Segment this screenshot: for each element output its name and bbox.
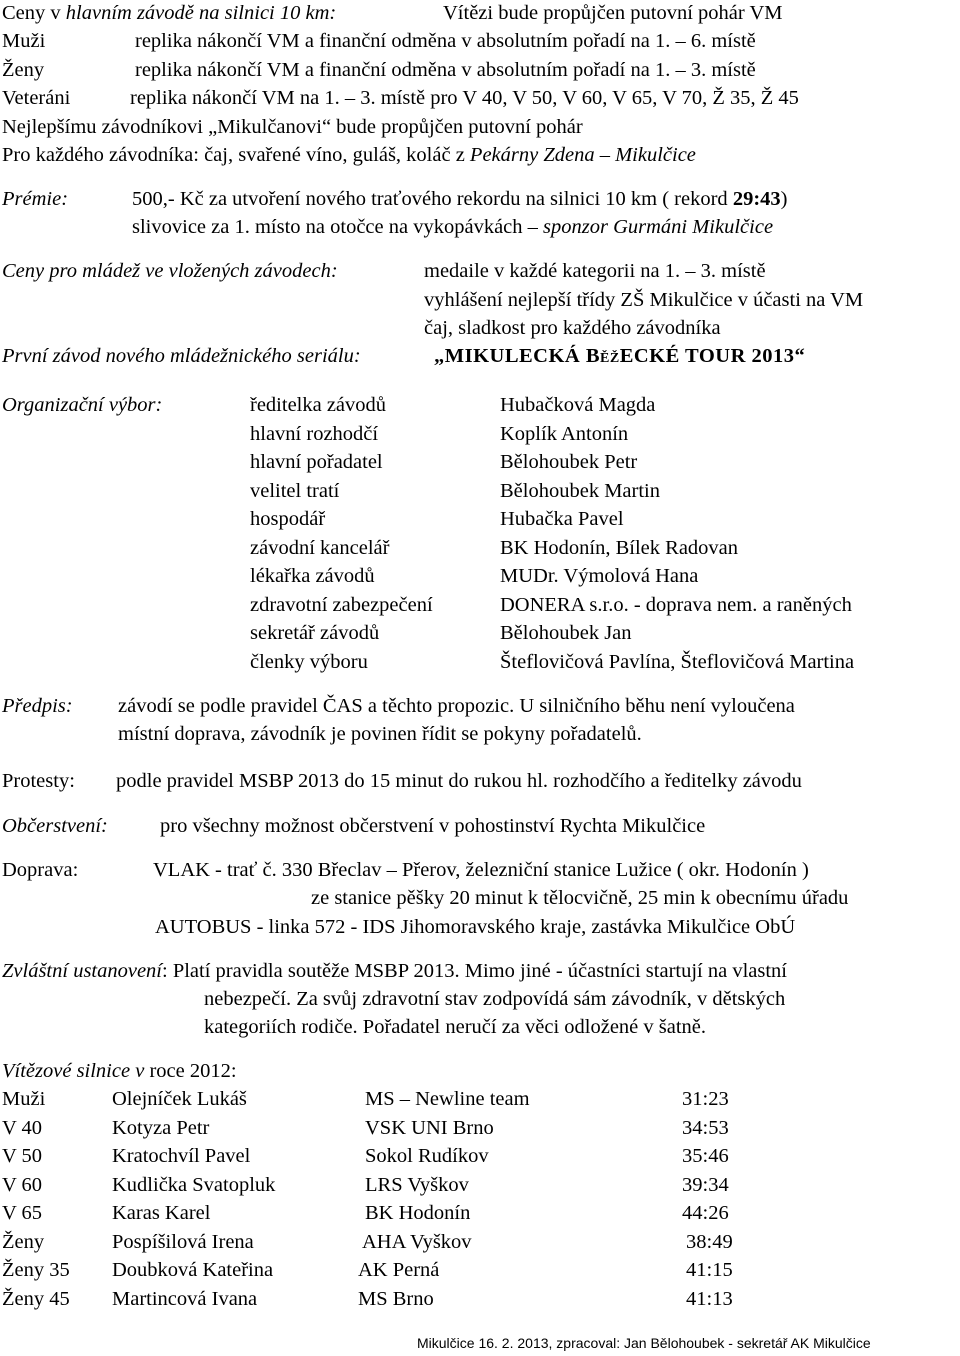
committee-name: Bělohoubek Petr <box>500 451 638 473</box>
winner-time: 34:53 <box>682 1116 729 1139</box>
text: 500,- Kč za utvoření nového traťového rekordu na silnici 10 km ( rekord <box>132 188 733 210</box>
text: místní doprava, závodník je povinen řídit se pokyny pořadatelů. <box>118 723 642 745</box>
winner-time: 35:46 <box>682 1145 729 1167</box>
record-time: 29:43 <box>732 188 781 210</box>
label: Předpis: <box>2 695 73 717</box>
committee-name: Bělohoubek Martin <box>500 479 660 502</box>
winner-category: V 40 <box>2 1116 43 1139</box>
label: Ženy <box>2 59 45 81</box>
winner-club: AHA Vyškov <box>362 1230 472 1253</box>
committee-name: Bělohoubek Jan <box>500 622 632 644</box>
text: replika nákončí VM na 1. – 3. místě pro V 40, V 50, V 60, V 65, V 70, Ž 35, Ž 45 <box>130 87 799 109</box>
text: VLAK - trať č. 330 Břeclav – Přerov, železniční stanice Lužice ( okr. Hodonín ) <box>153 859 809 881</box>
text: závodí se podle pravidel ČAS a těchto propozic. U silničního běhu není vyloučena <box>118 695 795 717</box>
winner-time: 44:26 <box>682 1202 729 1224</box>
winner-name: Kratochvíl Pavel <box>112 1145 251 1167</box>
label: Zvláštní ustanovení <box>2 960 163 982</box>
winner-club: MS Brno <box>358 1287 434 1310</box>
label: Organizační výbor: <box>2 394 163 416</box>
committee-name: Hubačková Magda <box>500 394 656 416</box>
committee-role: velitel tratí <box>250 479 340 502</box>
winner-category: V 65 <box>2 1202 43 1224</box>
committee-role: ředitelka závodů <box>250 394 387 416</box>
winner-category: Ženy 45 <box>2 1287 70 1310</box>
text: : Platí pravidla soutěže MSBP 2013. Mimo jiné - účastníci startují na vlastní <box>162 960 787 982</box>
text: hlavním závodě na silnici 10 km: <box>65 2 337 24</box>
winner-name: Doubková Kateřina <box>112 1259 274 1281</box>
winner-category: V 60 <box>2 1173 43 1196</box>
winner-name: Pospíšilová Irena <box>112 1230 254 1253</box>
series-name: „MIKULECKÁ BěžECKÉ TOUR 2013“ <box>434 345 806 367</box>
winner-club: BK Hodonín <box>365 1202 471 1224</box>
label: Prémie: <box>2 188 69 210</box>
committee-role: zdravotní zabezpečení <box>250 593 433 616</box>
text: vyhlášení nejlepší třídy ZŠ Mikulčice v účasti na VM <box>424 289 864 311</box>
text: Pekárny Zdena – Mikulčice <box>469 144 696 166</box>
winner-name: Karas Karel <box>112 1202 211 1224</box>
committee-name: BK Hodonín, Bílek Radovan <box>500 536 739 559</box>
text: replika nákončí VM a finanční odměna v absolutním pořadí na 1. – 6. místě <box>135 30 756 52</box>
text: slivovice za 1. místo na otočce na vykopávkách – <box>132 216 544 238</box>
winner-time: 41:13 <box>686 1287 733 1310</box>
text: Nejlepšímu závodníkovi „Mikulčanovi“ bude propůjčen putovní pohár <box>2 116 583 138</box>
committee-role: hlavní pořadatel <box>250 451 383 473</box>
committee-name: Koplík Antonín <box>500 422 629 445</box>
footer: Mikulčice 16. 2. 2013, zpracoval: Jan Bělohoubek - sekretář AK Mikulčice <box>417 1335 871 1351</box>
label: Muži <box>2 30 46 52</box>
text: medaile v každé kategorii na 1. – 3. místě <box>424 260 766 282</box>
label: Veteráni <box>2 87 71 109</box>
winner-time: 38:49 <box>686 1230 733 1253</box>
text: nebezpečí. Za svůj zdravotní stav zodpovídá sám závodník, v dětských <box>204 988 786 1010</box>
committee-name: Hubačka Pavel <box>500 508 624 530</box>
text: AUTOBUS - linka 572 - IDS Jihomoravského kraje, zastávka Mikulčice ObÚ <box>155 916 796 938</box>
committee-name: DONERA s.r.o. - doprava nem. a raněných <box>500 593 852 616</box>
winner-category: Ženy 35 <box>2 1259 70 1281</box>
text: Ceny v <box>2 2 66 24</box>
title: roce 2012: <box>149 1060 237 1082</box>
winner-club: LRS Vyškov <box>365 1173 469 1196</box>
text: Vítězi bude propůjčen putovní pohár VM <box>443 2 783 24</box>
winner-time: 31:23 <box>682 1088 729 1110</box>
text: podle pravidel MSBP 2013 do 15 minut do rukou hl. rozhodčího a ředitelky závodu <box>116 770 802 792</box>
label: Doprava: <box>2 859 79 881</box>
committee-role: lékařka závodů <box>250 565 375 587</box>
label: Protesty: <box>2 770 75 792</box>
committee-role: hlavní rozhodčí <box>250 422 379 445</box>
committee-role: členky výboru <box>250 650 368 673</box>
winner-time: 39:34 <box>682 1173 729 1196</box>
committee-role: sekretář závodů <box>250 622 380 644</box>
winner-name: Kotyza Petr <box>112 1116 210 1139</box>
committee-role: hospodář <box>250 508 326 530</box>
winner-time: 41:15 <box>686 1259 733 1281</box>
title: Vítězové silnice v <box>2 1060 150 1082</box>
winner-club: MS – Newline team <box>365 1088 530 1110</box>
winner-category: Muži <box>2 1088 46 1110</box>
text: ze stanice pěšky 20 minut k tělocvičně, 25 min k obecnímu úřadu <box>311 887 849 909</box>
text: sponzor Gurmáni Mikulčice <box>543 216 774 238</box>
committee-name: Šteflovičová Pavlína, Šteflovičová Martina <box>500 650 855 673</box>
winner-club: VSK UNI Brno <box>365 1116 494 1139</box>
text: replika nákončí VM a finanční odměna v absolutním pořadí na 1. – 3. místě <box>135 59 756 81</box>
label: Občerstvení: <box>2 815 108 837</box>
label: Ceny pro mládež ve vložených závodech: <box>2 260 338 282</box>
winner-category: Ženy <box>2 1230 45 1253</box>
label: První závod nového mládežnického seriálu: <box>2 345 361 367</box>
winner-name: Martincová Ivana <box>112 1287 258 1310</box>
winner-category: V 50 <box>2 1145 43 1167</box>
committee-name: MUDr. Výmolová Hana <box>500 565 699 587</box>
winner-club: AK Perná <box>358 1259 440 1281</box>
committee-role: závodní kancelář <box>250 536 390 559</box>
text: pro všechny možnost občerstvení v pohostinství Rychta Mikulčice <box>160 815 706 837</box>
text: Pro každého závodníka: čaj, svařené víno, guláš, koláč z <box>2 144 470 166</box>
winner-name: Kudlička Svatopluk <box>112 1173 276 1196</box>
text: čaj, sladkost pro každého závodníka <box>424 317 721 339</box>
winner-name: Olejníček Lukáš <box>112 1088 247 1110</box>
text: ) <box>780 188 788 210</box>
text: kategoriích rodiče. Pořadatel neručí za věci odložené v šatně. <box>204 1016 707 1038</box>
winner-club: Sokol Rudíkov <box>365 1145 489 1167</box>
